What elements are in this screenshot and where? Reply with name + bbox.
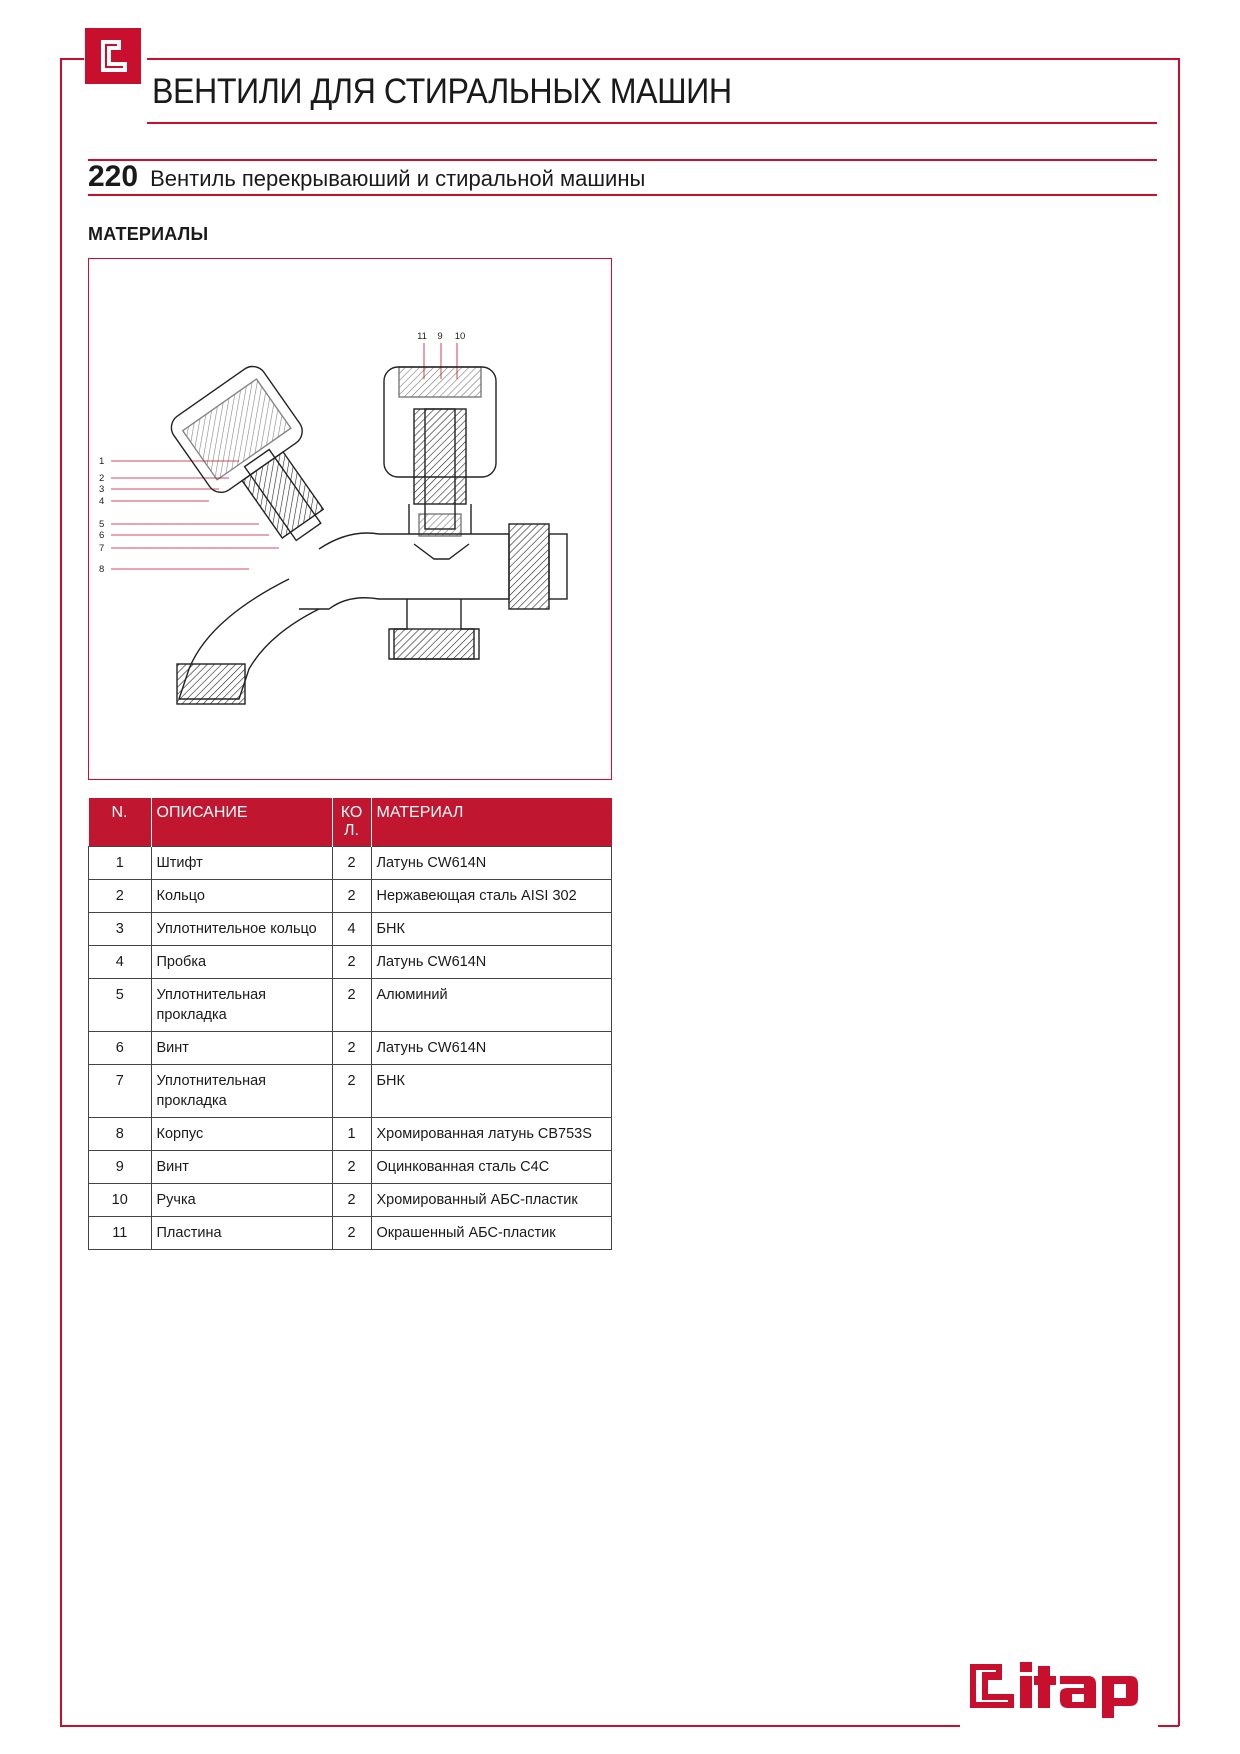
table-header-row (89, 798, 612, 847)
cell-qty: 2 (332, 847, 371, 880)
header-material: МАТЕРИАЛ (371, 798, 612, 847)
callout-1: 1 (99, 456, 105, 467)
callout-6: 6 (99, 530, 105, 541)
cell-n: 9 (89, 1151, 152, 1184)
callout-4: 4 (99, 496, 105, 507)
frame-left-line (60, 58, 62, 1726)
cell-qty: 2 (332, 1032, 371, 1065)
table-row (89, 913, 612, 946)
cell-material: Оцинкованная сталь C4C (371, 1151, 612, 1184)
cell-qty: 2 (332, 979, 371, 1032)
frame-bottom-line (60, 1725, 960, 1727)
cell-description: Пробка (151, 946, 332, 979)
header-description: ОПИСАНИЕ (151, 798, 332, 847)
callout-11: 11 (417, 331, 427, 342)
cell-description: Кольцо (151, 880, 332, 913)
callout-3: 3 (99, 484, 105, 495)
product-code: 220 (88, 160, 139, 193)
table-row (89, 1217, 612, 1250)
table-row (89, 1032, 612, 1065)
frame-bottom-line-right (1158, 1725, 1179, 1727)
callout-2: 2 (99, 473, 105, 484)
cell-description: Уплотнительная прокладка (151, 979, 332, 1032)
product-heading (88, 160, 645, 194)
frame-right-line (1178, 58, 1180, 1726)
cell-qty: 2 (332, 946, 371, 979)
cell-qty: 2 (332, 1184, 371, 1217)
cell-material: Латунь CW614N (371, 946, 612, 979)
callout-9: 9 (437, 331, 443, 342)
cell-material: БНК (371, 913, 612, 946)
valve-body (166, 361, 567, 704)
faucet-logo-icon (85, 28, 141, 84)
cell-n: 7 (89, 1065, 152, 1118)
cell-material: Хромированная латунь CB753S (371, 1118, 612, 1151)
cell-material: Окрашенный АБС-пластик (371, 1217, 612, 1250)
cell-n: 10 (89, 1184, 152, 1217)
cell-description: Винт (151, 1151, 332, 1184)
cell-description: Уплотнительная прокладка (151, 1065, 332, 1118)
table-row (89, 1184, 612, 1217)
materials-table (88, 798, 612, 1250)
cell-n: 2 (89, 880, 152, 913)
table-row (89, 1118, 612, 1151)
cell-description: Уплотнительное кольцо (151, 913, 332, 946)
cell-qty: 1 (332, 1118, 371, 1151)
cell-material: Латунь CW614N (371, 847, 612, 880)
cell-n: 3 (89, 913, 152, 946)
frame-top-line (60, 58, 84, 60)
cell-material: Нержавеющая сталь AISI 302 (371, 880, 612, 913)
cell-material: Латунь CW614N (371, 1032, 612, 1065)
product-name: Вентиль перекрываюший и стиральной машины (150, 166, 646, 191)
cell-n: 11 (89, 1217, 152, 1250)
table-row (89, 1151, 612, 1184)
frame-top-line-right (147, 58, 1179, 60)
callout-7: 7 (99, 543, 105, 554)
cell-description: Штифт (151, 847, 332, 880)
cell-n: 1 (89, 847, 152, 880)
page-title: ВЕНТИЛИ ДЛЯ СТИРАЛЬНЫХ МАШИН (152, 72, 732, 111)
cell-description: Винт (151, 1032, 332, 1065)
callout-8: 8 (99, 564, 105, 575)
table-row (89, 946, 612, 979)
cell-n: 8 (89, 1118, 152, 1151)
cell-n: 5 (89, 979, 152, 1032)
cell-qty: 2 (332, 1065, 371, 1118)
cell-qty: 2 (332, 1217, 371, 1250)
itap-logo-icon (968, 1656, 1148, 1727)
cell-material: Хромированный АБС-пластик (371, 1184, 612, 1217)
cell-material: БНК (371, 1065, 612, 1118)
cell-description: Пластина (151, 1217, 332, 1250)
section-title: МАТЕРИАЛЫ (88, 224, 209, 244)
table-row (89, 1065, 612, 1118)
cell-qty: 4 (332, 913, 371, 946)
cell-description: Ручка (151, 1184, 332, 1217)
callout-10: 10 (454, 331, 466, 342)
cell-qty: 2 (332, 1151, 371, 1184)
table-row (89, 847, 612, 880)
cell-n: 6 (89, 1032, 152, 1065)
header-qty-line2: Л. (344, 822, 359, 839)
table-row (89, 979, 612, 1032)
header-qty (332, 798, 371, 847)
technical-drawing (88, 258, 612, 780)
cell-description: Корпус (151, 1118, 332, 1151)
header-n: N. (89, 798, 152, 847)
header-qty-line1: КО (340, 804, 363, 821)
table-row (89, 880, 612, 913)
cell-n: 4 (89, 946, 152, 979)
product-bottom-rule (88, 194, 1157, 196)
cell-qty: 2 (332, 880, 371, 913)
callout-5: 5 (99, 519, 105, 530)
title-underline (147, 122, 1157, 124)
cell-material: Алюминий (371, 979, 612, 1032)
